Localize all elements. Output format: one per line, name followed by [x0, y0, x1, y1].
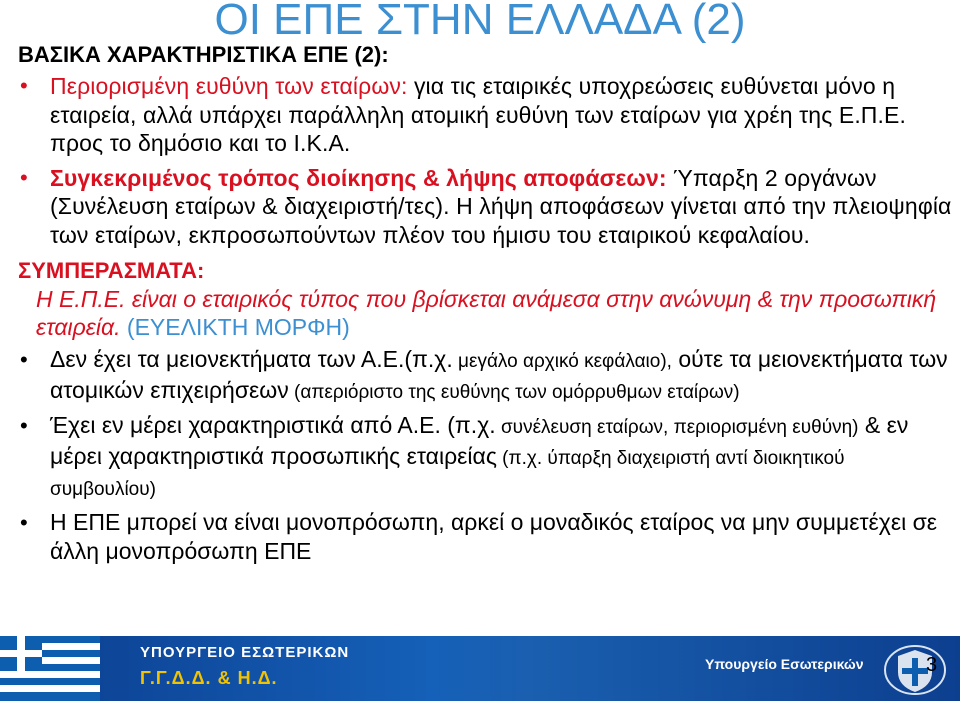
- footer-banner: [0, 636, 960, 701]
- slide-subtitle: ΒΑΣΙΚΑ ΧΑΡΑΚΤΗΡΙΣΤΙΚΑ ΕΠΕ (2):: [18, 42, 389, 67]
- conclusions-heading: ΣΥΜΠΕΡΑΣΜΑΤΑ:: [18, 258, 205, 283]
- bullet-lead: Συγκεκριμένος τρόπος διοίκησης & λήψης αποφάσεων:: [50, 164, 667, 191]
- point-text-a: Δεν έχει τα μειονεκτήματα των Α.Ε.(π.χ.: [50, 346, 453, 372]
- greek-emblem-icon: [880, 642, 950, 697]
- conclusions-italic: Η Ε.Π.Ε. είναι ο εταιρικός τύπος που βρίσκεται ανάμεσα στην ανώνυμη & την προσωπική εταιρεία.: [36, 286, 937, 340]
- point-text-d: (π.χ. ύπαρξη διαχειριστή αντί διοικητικού συμβουλίου): [50, 448, 845, 500]
- bullet-text: για τις εταιρικές υποχρεώσεις ευθύνεται μόνο η εταιρεία, αλλά υπάρχει παράλληλη ατομική ευθύνη των εταίρων για χρέη της Ε.Π.Ε. προς το δημόσιο και το Ι.Κ.Α.: [50, 73, 906, 156]
- point-text-b: μεγάλο αρχικό κεφάλαιο),: [452, 351, 672, 372]
- point-no-disadvantages: [18, 345, 953, 407]
- footer-ministry-right: Υπουργείο Εσωτερικών: [705, 656, 864, 672]
- bullet-limited-liability: [18, 72, 953, 158]
- point-text: Η ΕΠΕ μπορεί να είναι μονοπρόσωπη, αρκεί ο μοναδικός εταίρος να μην συμμετέχει σε άλλη μονοπρόσωπη ΕΠΕ: [50, 509, 938, 564]
- bullet-dot-icon: •: [20, 73, 28, 98]
- footer-ministry-caps: ΥΠΟΥΡΓΕΙΟ ΕΣΩΤΕΡΙΚΩΝ: [140, 644, 350, 661]
- footer-department: Γ.Γ.Δ.Δ. & Η.Δ.: [140, 668, 278, 688]
- point-single-member: [18, 508, 953, 566]
- bullet-dot-icon: •: [20, 413, 28, 438]
- point-mixed-features: [18, 411, 953, 504]
- bullet-management: [18, 164, 953, 250]
- point-text-a: Έχει εν μέρει χαρακτηριστικά από Α.Ε. (π.χ.: [50, 412, 496, 438]
- greek-flag-icon: [0, 636, 100, 701]
- conclusions-flexible: (ΕΥΕΛΙΚΤΗ ΜΟΡΦΗ): [120, 314, 350, 340]
- point-text-c: ούτε τα μειονεκτήματα των ατομικών επιχειρήσεων: [50, 346, 948, 403]
- slide-content: [18, 72, 953, 566]
- slide-title: ΟΙ ΕΠΕ ΣΤΗΝ ΕΛΛΑΔΑ (2): [214, 0, 746, 44]
- point-text-d: (απεριόριστο της ευθύνης των ομόρρυθμων εταίρων): [288, 382, 740, 403]
- bullet-lead: Περιορισμένη ευθύνη των εταίρων:: [50, 73, 408, 99]
- conclusions-summary: [18, 285, 953, 341]
- page-number: 3: [926, 654, 938, 676]
- bullet-text: Ύπαρξη 2 οργάνων (Συνέλευση εταίρων & διαχειριστή/τες). Η λήψη αποφάσεων γίνεται από την πλειοψηφία των εταίρων, εκπροσωπούντων πλέον του ήμισυ του εταιρικού κεφαλαίου.: [50, 164, 952, 248]
- bullet-dot-icon: •: [20, 164, 28, 190]
- bullet-dot-icon: •: [20, 347, 28, 372]
- point-text-c: & εν μέρει χαρακτηριστικά προσωπικής εταιρείας: [50, 412, 909, 469]
- point-text-b: συνέλευση εταίρων, περιορισμένη ευθύνη): [495, 417, 859, 438]
- bullet-dot-icon: •: [20, 510, 28, 535]
